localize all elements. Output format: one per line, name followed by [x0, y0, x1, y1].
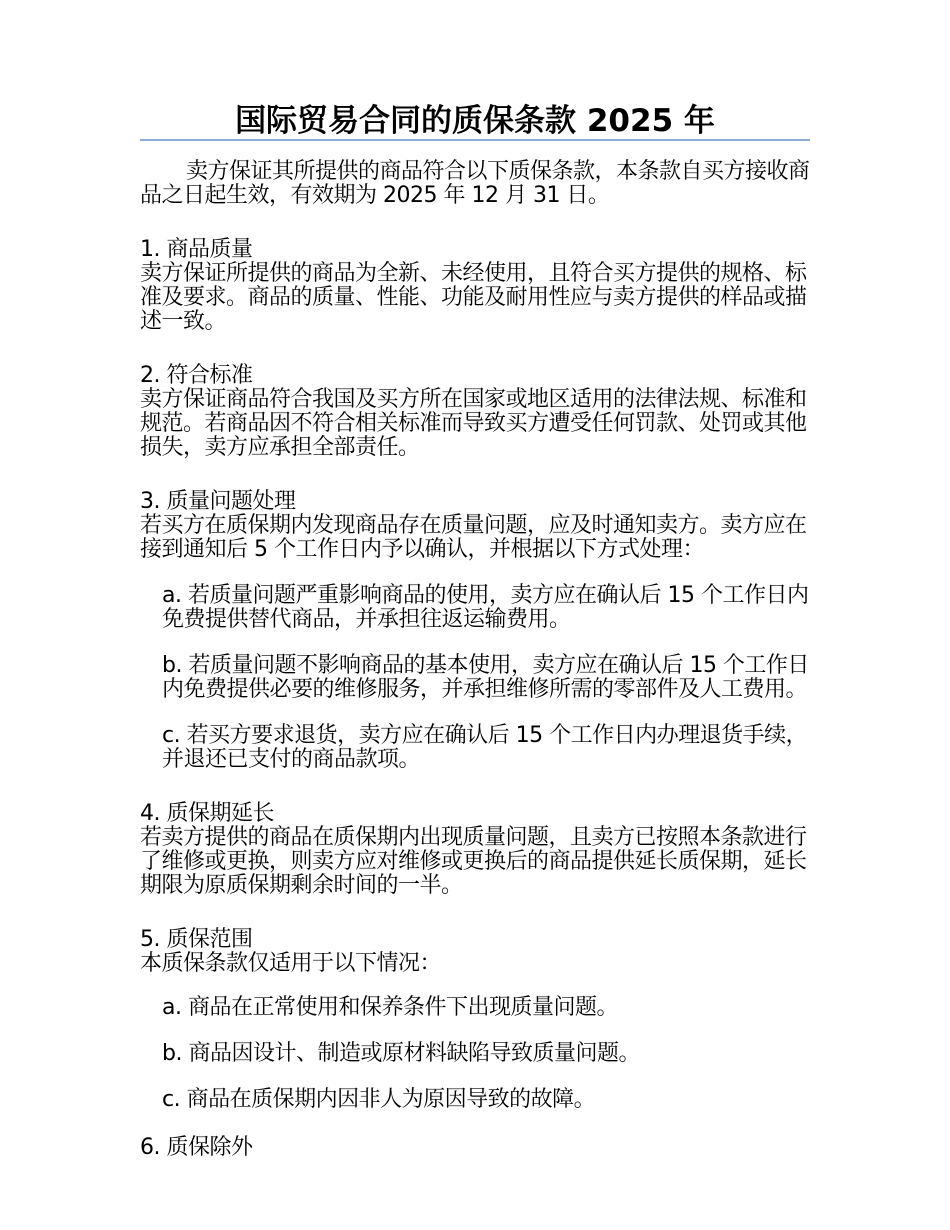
section-warranty-scope: [140, 928, 812, 1114]
section-text: 若买方在质保期内发现商品存在质量问题，应及时通知卖方。卖方应在接到通知后 5 个工作日内予以确认，并根据以下方式处理：: [140, 513, 807, 562]
list-item: b. 若质量问题不影响商品的基本使用，卖方应在确认后 15 个工作日内免费提供必要的维修服务，并承担维修所需的零部件及人工费用。: [162, 653, 809, 702]
intro-paragraph: 卖方保证其所提供的商品符合以下质保条款，本条款自买方接收商品之日起生效，有效期为 2025 年 12 月 31 日。: [140, 159, 810, 208]
section-heading: 4. 质保期延长: [140, 801, 274, 826]
section-text: 卖方保证商品符合我国及买方所在国家或地区适用的法律法规、标准和规范。若商品因不符合相关标准而导致买方遭受任何罚款、处罚或其他损失，卖方应承担全部责任。: [140, 387, 807, 460]
section-warranty-extension: [140, 802, 812, 898]
section-exclusions: [140, 1136, 812, 1160]
section-heading: 6. 质保除外: [140, 1135, 253, 1160]
section-standards: [140, 364, 812, 460]
list-item: a. 若质量问题严重影响商品的使用，卖方应在确认后 15 个工作日内免费提供替代商品，并承担往返运输费用。: [162, 583, 809, 632]
title-underline: [140, 139, 810, 141]
list-item: a. 商品在正常使用和保养条件下出现质量问题。: [162, 995, 618, 1020]
document-title: 国际贸易合同的质保条款 2025 年: [235, 103, 715, 139]
section-text: 本质保条款仅适用于以下情况：: [140, 951, 442, 976]
section-heading: 2. 符合标准: [140, 363, 253, 388]
section-text: 若卖方提供的商品在质保期内出现质量问题，且卖方已按照本条款进行了维修或更换，则卖方应对维修或更换后的商品提供延长质保期，延长期限为原质保期剩余时间的一半。: [140, 825, 807, 898]
list-item: c. 若买方要求退货，卖方应在确认后 15 个工作日内办理退货手续，并退还已支付的商品款项。: [162, 723, 808, 772]
section-heading: 1. 商品质量: [140, 237, 253, 262]
section-quality-issues: [140, 490, 812, 772]
section-text: 卖方保证所提供的商品为全新、未经使用，且符合买方提供的规格、标准及要求。商品的质量、性能、功能及耐用性应与卖方提供的样品或描述一致。: [140, 261, 807, 334]
section-heading: 3. 质量问题处理: [140, 489, 296, 514]
section-quality: [140, 238, 812, 334]
document-body: [140, 160, 812, 1160]
list-item: c. 商品在质保期内因非人为原因导致的故障。: [162, 1087, 596, 1112]
list-item: b. 商品因设计、制造或原材料缺陷导致质量问题。: [162, 1041, 640, 1066]
section-heading: 5. 质保范围: [140, 927, 253, 952]
